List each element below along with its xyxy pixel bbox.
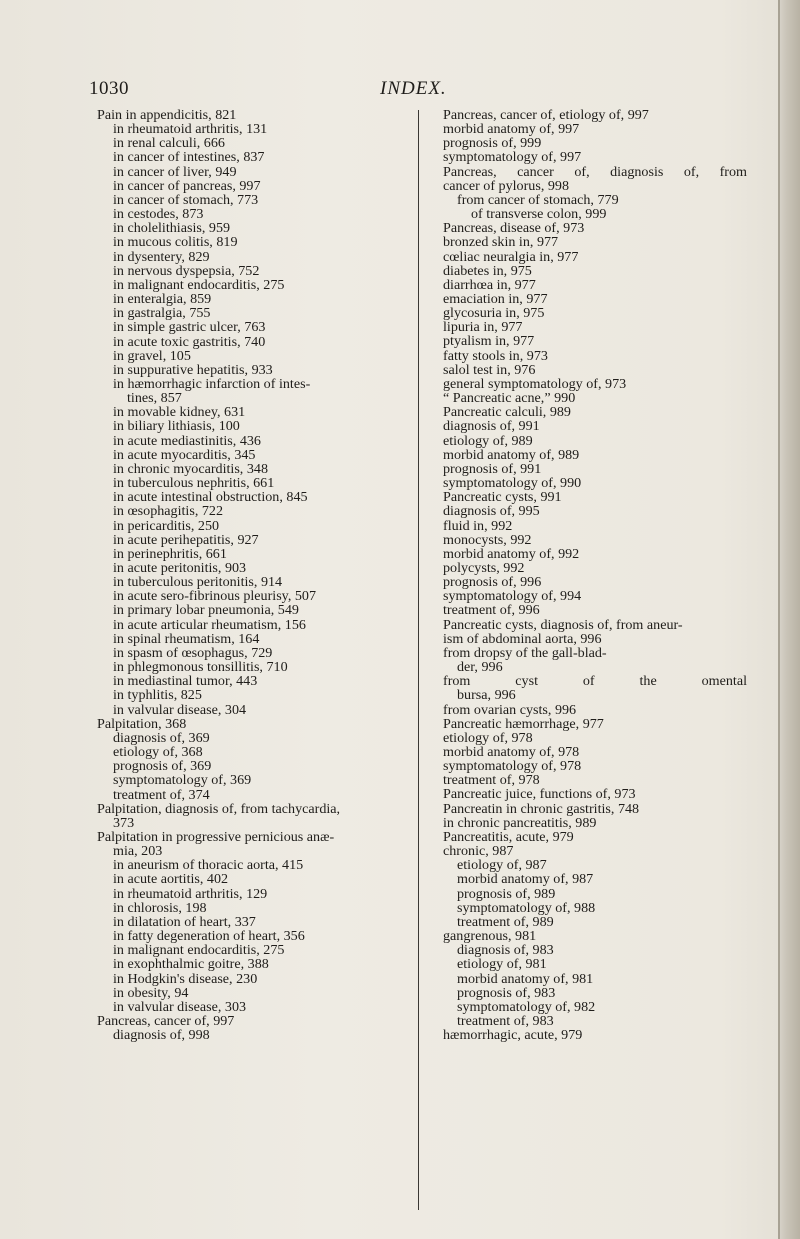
index-subentry: cœliac neuralgia in, 977 [443,248,579,265]
index-subentry: in hæmorrhagic infarction of intes- [113,375,311,392]
index-subentry: in acute aortitis, 402 [113,871,229,888]
index-subentry: emaciation in, 977 [443,291,548,308]
index-subentry: in cancer of pancreas, 997 [113,177,261,194]
index-entry-heading: Pancreatin in chronic gastritis, 748 [443,800,640,817]
page-edge-shadow [778,0,800,1239]
index-subentry: in cestodes, 873 [113,206,204,223]
index-subentry: in œsophagitis, 722 [113,503,224,520]
index-entry-heading: Pancreas, disease of, 973 [443,220,585,237]
index-subentry: in acute myocarditis, 345 [113,446,256,463]
index-subentry: etiology of, 368 [113,744,203,761]
index-entry-heading: “ Pancreatic acne,” 990 [443,390,576,407]
index-subentry: symptomatology of, 990 [443,475,582,492]
index-subentry: in exophthalmic goitre, 388 [113,956,269,973]
index-subentry: in acute peritonitis, 903 [113,560,247,576]
index-subentry: diarrhœa in, 977 [443,276,536,293]
index-subentry: fluid in, 992 [443,517,513,534]
index-subentry: symptomatology of, 997 [443,149,582,166]
index-entry-heading: Pancreas, cancer of, diagnosis of, from [443,164,747,179]
index-subentry: in movable kidney, 631 [113,404,246,421]
index-subentry: bursa, 996 [457,687,516,704]
index-entry-heading: Palpitation, 368 [97,715,187,732]
index-subentry: in malignant endocarditis, 275 [113,276,285,293]
index-subentry: general symptomatology of, 973 [443,375,627,392]
index-subentry: in gastralgia, 755 [113,305,211,322]
index-subentry: diagnosis of, 369 [113,729,210,746]
index-subentry: in rheumatoid arthritis, 131 [113,121,268,138]
index-subentry: in tuberculous peritonitis, 914 [113,574,283,591]
index-subentry: in spinal rheumatism, 164 [113,630,260,647]
index-entry-heading: Pain in appendicitis, 821 [97,107,237,123]
index-subentry: in cancer of stomach, 773 [113,191,259,208]
index-subentry: salol test in, 976 [443,361,536,378]
index-subentry: prognosis of, 991 [443,460,542,477]
index-subentry: from ovarian cysts, 996 [443,701,577,718]
index-subentry: in pericarditis, 250 [113,517,220,534]
index-subentry: in renal calculi, 666 [113,135,225,152]
index-subentry: in Hodgkin's disease, 230 [113,970,258,987]
index-subentry: treatment of, 989 [457,913,554,930]
index-column-left [97,108,417,1042]
index-subentry: in rheumatoid arthritis, 129 [113,885,268,902]
index-subentry: in enteralgia, 859 [113,291,212,308]
index-subentry: in mucous colitis, 819 [113,234,238,251]
column-divider [418,110,419,1210]
index-subentry: in acute intestinal obstruction, 845 [113,489,308,506]
index-subentry: prognosis of, 369 [113,758,212,775]
index-entry-heading: Pancreas, cancer of, 997 [97,1013,235,1029]
index-subentry: in chlorosis, 198 [113,899,207,916]
index-subentry: morbid anatomy of, 978 [443,744,580,760]
index-subentry: bronzed skin in, 977 [443,234,559,251]
index-subentry: in dysentery, 829 [113,248,210,265]
index-subentry: hæmorrhagic, acute, 979 [443,1027,583,1044]
index-subentry: diagnosis of, 998 [113,1027,210,1044]
index-subentry: diagnosis of, 983 [457,942,554,959]
index-entry-heading: Palpitation in progressive pernicious anæ- [97,828,335,845]
index-subentry: etiology of, 978 [443,729,533,746]
index-subentry: symptomatology of, 982 [457,998,596,1015]
index-subentry: morbid anatomy of, 989 [443,446,580,463]
index-subentry: in suppurative hepatitis, 933 [113,361,273,378]
index-subentry: in spasm of œsophagus, 729 [113,644,273,661]
index-subentry: diabetes in, 975 [443,262,532,279]
index-subentry: in primary lobar pneumonia, 549 [113,602,299,619]
page-header [0,78,800,102]
index-entry-heading: Palpitation, diagnosis of, from tachycardia, [97,800,341,817]
index-subentry: etiology of, 981 [457,956,547,973]
index-subentry: polycysts, 992 [443,559,525,576]
index-entry-heading: Pancreatic juice, functions of, 973 [443,786,636,803]
index-subentry: in acute toxic gastritis, 740 [113,333,266,350]
index-subentry: in chronic pancreatitis, 989 [443,814,597,831]
index-subentry: of transverse colon, 999 [471,206,607,223]
index-subentry: ptyalism in, 977 [443,333,535,350]
index-subentry: in aneurism of thoracic aorta, 415 [113,857,304,874]
index-entry-heading: Pancreatic hæmorrhage, 977 [443,715,604,732]
index-subentry: treatment of, 978 [443,772,540,789]
index-subentry: in perinephritis, 661 [113,545,227,562]
index-entry-heading: Pancreatic cysts, 991 [443,489,562,506]
index-subentry: in acute mediastinitis, 436 [113,432,261,449]
index-column-right [427,108,747,1042]
index-entry-heading: Pancreas, cancer of, etiology of, 997 [443,107,649,123]
index-subentry: morbid anatomy of, 987 [457,871,594,888]
index-subentry: morbid anatomy of, 992 [443,545,580,562]
index-subentry: in biliary lithiasis, 100 [113,418,240,435]
index-subentry: in simple gastric ulcer, 763 [113,319,266,336]
index-subentry: glycosuria in, 975 [443,305,545,322]
index-subentry: prognosis of, 989 [457,885,556,902]
index-subentry: in malignant endocarditis, 275 [113,942,285,959]
index-subentry: in acute articular rheumatism, 156 [113,616,306,633]
running-head: INDEX. [380,78,447,99]
index-subentry: etiology of, 989 [443,432,533,449]
index-subentry: symptomatology of, 978 [443,758,582,775]
index-subentry: morbid anatomy of, 981 [457,970,594,987]
index-subentry: diagnosis of, 995 [443,503,540,520]
index-subentry: treatment of, 374 [113,786,210,803]
index-entry-heading: Pancreatic cysts, diagnosis of, from aneur- [443,616,683,633]
index-subentry: morbid anatomy of, 997 [443,121,580,138]
index-subentry: lipuria in, 977 [443,319,523,336]
index-entry-heading: Pancreatitis, acute, 979 [443,828,574,845]
index-subentry: diagnosis of, 991 [443,418,540,435]
index-subentry: mia, 203 [113,843,163,860]
index-subentry: monocysts, 992 [443,531,532,548]
index-subentry: in acute perihepatitis, 927 [113,531,259,548]
index-subentry: in chronic myocarditis, 348 [113,460,268,477]
index-subentry: in phlegmonous tonsillitis, 710 [113,659,288,676]
index-subentry: in cancer of liver, 949 [113,163,237,180]
index-subentry: in acute sero-fibrinous pleurisy, 507 [113,588,317,605]
index-subentry: prognosis of, 999 [443,135,542,152]
page-number: 1030 [89,78,129,99]
index-subentry: in tuberculous nephritis, 661 [113,475,275,492]
index-subentry: chronic, 987 [443,843,514,860]
index-subentry: ism of abdominal aorta, 996 [443,630,602,647]
index-subentry: in valvular disease, 303 [113,998,247,1015]
index-subentry: cancer of pylorus, 998 [443,177,570,194]
index-subentry: treatment of, 983 [457,1012,554,1029]
index-subentry: symptomatology of, 369 [113,772,252,789]
index-subentry: treatment of, 996 [443,602,540,619]
index-subentry: symptomatology of, 994 [443,588,582,605]
index-subentry: der, 996 [457,659,503,676]
index-subentry: in fatty degeneration of heart, 356 [113,928,305,945]
index-subentry: in typhlitis, 825 [113,687,202,704]
index-subentry: gangrenous, 981 [443,928,537,945]
index-subentry: in valvular disease, 304 [113,701,247,718]
index-subentry: in obesity, 94 [113,984,189,1001]
index-subentry: in dilatation of heart, 337 [113,913,256,930]
index-subentry: prognosis of, 996 [443,574,542,591]
index-subentry: symptomatology of, 988 [457,899,596,916]
index-subentry: from dropsy of the gall-blad- [443,644,607,661]
index-subentry: in gravel, 105 [113,347,191,364]
index-subentry: prognosis of, 983 [457,984,556,1001]
index-subentry: in nervous dyspepsia, 752 [113,262,260,279]
index-subentry: in cholelithiasis, 959 [113,220,231,237]
index-entry-heading: Pancreatic calculi, 989 [443,404,571,421]
index-subentry: fatty stools in, 973 [443,347,548,364]
index-subentry: in mediastinal tumor, 443 [113,673,258,690]
index-subentry: from cancer of stomach, 779 [457,191,619,208]
index-subentry: 373 [113,814,135,831]
index-subentry: from cyst of the omental [443,674,747,689]
index-subentry: etiology of, 987 [457,857,547,874]
index-subentry: in cancer of intestines, 837 [113,149,265,166]
index-subentry: tines, 857 [127,390,182,407]
